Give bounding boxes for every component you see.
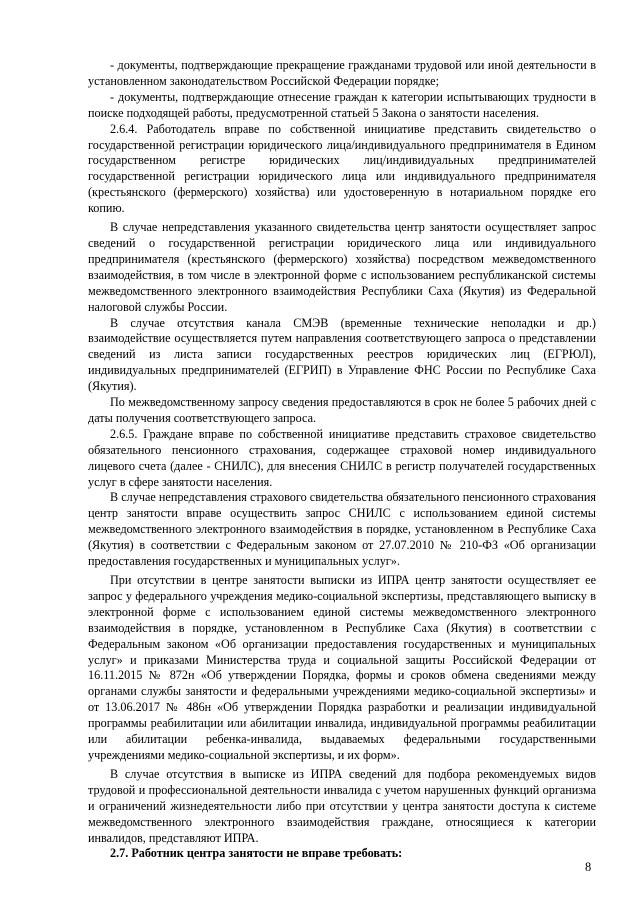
page-number: 8 <box>585 860 592 874</box>
document-page <box>88 58 596 862</box>
paragraph-docs-termination: - документы, подтверждающие прекращение гражданами трудовой или иной деятельности в установленном законодательством Российской Федерации порядке; <box>88 58 596 88</box>
section-heading-2-7: 2.7. Работник центра занятости не вправе требовать: <box>110 846 403 861</box>
paragraph-ipra-absence: В случае отсутствия в выписке из ИПРА сведений для подбора рекомендуемых видов трудовой и профессиональной деятельности инвалида с учетом нарушенных функций организма и ограничений жизнедеятельности либо при отсутствии у центра занятости доступа к системе межведомственного электронного взаимодействия граждане, относящиеся к категории инвалидов, представляют ИПРА. <box>88 766 596 845</box>
paragraph-interagency-deadline: По межведомственному запросу сведения предоставляются в срок не более 5 рабочих дней с даты получения соответствующего запроса. <box>88 395 596 425</box>
paragraph-docs-category: - документы, подтверждающие отнесение граждан к категории испытывающих трудности в поиске подходящей работы, предусмотренной статьей 5 Закона о занятости населения. <box>88 89 596 120</box>
paragraph-2-6-5: 2.6.5. Граждане вправе по собственной инициативе представить страховое свидетельство обязательного пенсионного страхования, содержащее страховой номер индивидуального лицевого счета (далее - СНИЛС), для внесения СНИЛС в регистр получателей государственных услуг в сфере занятости населения. <box>88 426 596 489</box>
paragraph-ipra-request: При отсутствии в центре занятости выписки из ИПРА центр занятости осуществляет ее запрос у федерального учреждения медико-социальной экспертизы, представляющего выписку в электронной форме с использованием единой системы межведомственного электронного взаимодействия в порядке, установленном в Республике Саха (Якутия) в соответствии с Федеральным законом «Об организации предоставления государственных и муниципальных услуг» и приказами Министерства труда и социальной защиты Российской Федерации от 16.11.2015 № 872н «Об утверждении Порядка, формы и сроков обмена сведениями между органами службы занятости и федеральными учреждениями медико-социальной экспертизы» и от 13.06.2017 № 486н «Об утверждении Порядка разработки и реализации индивидуальной программы реабилитации или абилитации инвалида, индивидуальной программы реабилитации или абилитации ребенка-инвалида, выдаваемых федеральными государственными учреждениями медико-социальной экспертизы, и их форм». <box>88 573 596 762</box>
paragraph-snils-request: В случае непредставления страхового свидетельства обязательного пенсионного страхования центр занятости вправе осуществить запрос СНИЛС с использованием единой системы межведомственного электронного взаимодействия в порядке, установленном в Республике Саха (Якутия) в соответствии с Федеральным законом от 27.07.2010 № 210-ФЗ «Об организации предоставления государственных и муниципальных услуг». <box>88 490 596 569</box>
paragraph-non-submission-certificate: В случае непредставления указанного свидетельства центр занятости осуществляет запрос сведений о государственной регистрации юридического лица или индивидуального предпринимателя (крестьянского (фермерского) хозяйства) посредством межведомственного взаимодействия, в том числе в электронной форме с использованием республиканской системы межведомственного электронного взаимодействия Республики Саха (Якутия) из Федеральной налоговой службы России. <box>88 220 596 314</box>
paragraph-smev-absence: В случае отсутствия канала СМЭВ (временные технические неполадки и др.) взаимодействие осуществляется путем направления соответствующего запроса о представлении сведений из листа записи государственных реестров юридических лиц (ЕГРЮЛ), индивидуальных предпринимателей (ЕГРИП) в Управление ФНС России по Республике Саха (Якутия). <box>88 315 596 394</box>
paragraph-2-6-4: 2.6.4. Работодатель вправе по собственной инициативе представить свидетельство о государственной регистрации юридического лица/индивидуального предпринимателя в Едином государственном регистре юридических лиц/индивидуальных предпринимателей государственной регистрации юридического лица или индивидуального предпринимателя (крестьянского (фермерского) хозяйства) или удостоверенную в нотариальном порядке его копию. <box>88 121 596 216</box>
